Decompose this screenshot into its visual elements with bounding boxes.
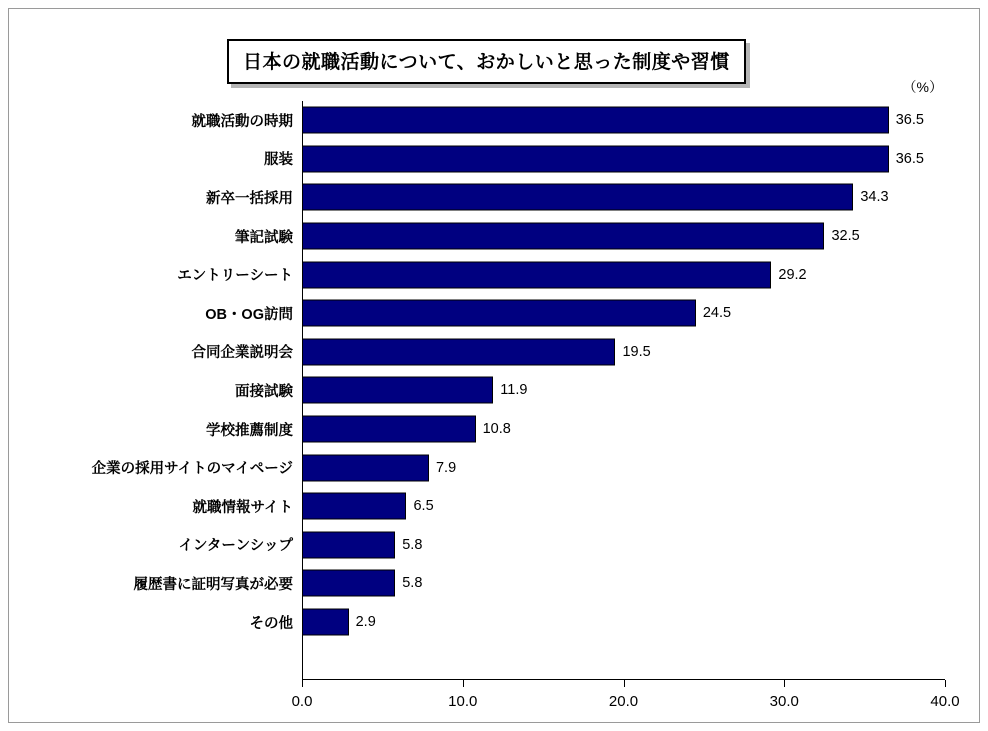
value-label: 36.5 [895,112,924,129]
chart-title: 日本の就職活動について、おかしいと思った制度や習慣 [227,39,746,84]
category-label: 就職活動の時期 [191,113,293,130]
x-tick [784,680,785,687]
category-label: 学校推薦制度 [206,422,293,439]
value-label: 5.8 [402,536,423,553]
x-tick-label: 0.0 [291,693,313,710]
x-tick [302,680,303,687]
value-label: 11.9 [500,382,528,399]
bar [302,338,615,365]
bar-row [133,564,945,603]
bar-row [235,217,945,256]
bar [302,570,395,597]
x-tick-label: 30.0 [769,693,799,710]
plot-area [91,101,960,710]
value-label: 29.2 [778,266,807,283]
category-label: OB・OG訪問 [205,306,293,323]
category-label: インターンシップ [178,538,293,555]
chart-frame [8,8,980,723]
category-label: 合同企業説明会 [191,345,293,362]
x-tick-label: 40.0 [930,693,960,710]
category-label: 面接試験 [235,383,293,400]
bar-row [191,333,945,372]
category-label: 履歴書に証明写真が必要 [133,576,293,593]
bar-row [206,178,945,217]
bar-row [177,255,945,294]
bar [302,261,771,288]
category-label: エントリーシート [177,268,293,285]
x-tick [463,680,464,687]
value-label: 36.5 [895,150,924,167]
x-tick-label: 20.0 [608,693,639,710]
value-label: 32.5 [831,228,860,245]
category-label: 服装 [264,152,293,169]
bar-row [192,487,945,526]
x-tick [945,680,946,687]
bar [302,223,824,250]
bar [302,454,429,481]
bar-row [191,101,945,140]
category-label: 企業の採用サイトのマイページ [91,461,293,478]
bar [302,300,696,327]
bar-row [264,140,945,179]
bar [302,184,853,211]
bar-row [206,410,945,449]
x-tick [624,680,625,687]
bar-row [91,448,945,487]
bar-row [235,371,945,410]
bar [302,416,476,443]
value-label: 2.9 [355,614,376,631]
bar-row [178,526,945,565]
bar-rows [91,101,945,680]
value-label: 10.8 [482,421,511,438]
value-label: 6.5 [413,498,434,515]
bar-row [249,603,945,642]
value-label: 7.9 [435,459,457,476]
bar [302,107,889,134]
value-label: 19.5 [622,343,651,360]
category-label: 新卒一括採用 [206,190,293,207]
bar [302,531,395,558]
bar [302,609,349,636]
category-label: 筆記試験 [235,229,293,246]
bar [302,377,493,404]
value-label: 24.5 [702,305,732,322]
x-tick-label: 10.0 [448,693,478,710]
value-label: 34.3 [860,189,889,206]
category-label: 就職情報サイト [192,499,293,516]
category-label: その他 [249,615,293,632]
bar [302,145,889,172]
bar [302,493,406,520]
value-label: 5.8 [402,575,423,592]
unit-label: （%） [902,79,943,95]
bar-row [205,294,945,333]
